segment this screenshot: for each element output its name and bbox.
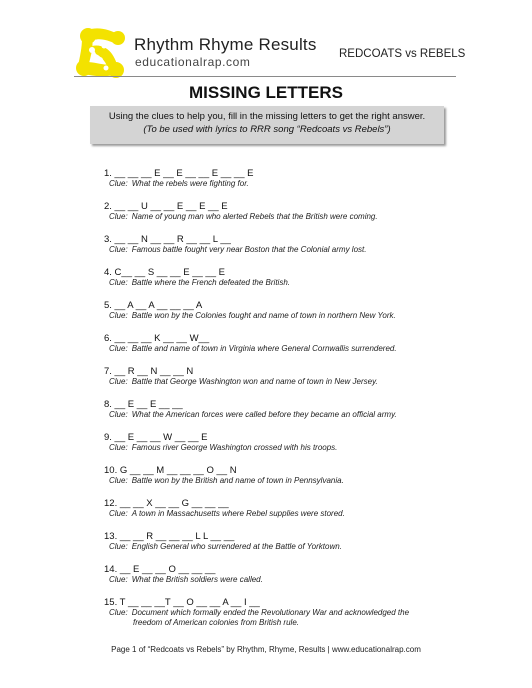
question-item	[104, 168, 464, 189]
clue-text	[104, 410, 464, 420]
answer-blanks: 2. __ __ U __ __ E __ E __ E	[104, 201, 228, 212]
clue-label: Clue:	[109, 245, 128, 254]
clue-body: Battle where the French defeated the British.	[131, 278, 290, 287]
clue-label: Clue:	[109, 476, 128, 485]
clue-label: Clue:	[109, 410, 128, 419]
song-title: REDCOATS vs REBELS	[339, 48, 466, 60]
clue-text	[104, 245, 464, 255]
answer-blanks: 8. __ E __ E __ __	[104, 399, 183, 410]
rrr-logo-icon	[72, 24, 128, 80]
instructions-line-1: Using the clues to help you, fill in the missing letters to get the right answer.	[108, 111, 426, 122]
clue-label: Clue:	[109, 344, 128, 353]
answer-blanks: 14. __ E __ __ O __ __ __	[104, 564, 216, 575]
clue-body: Famous battle fought very near Boston that the Colonial army lost.	[131, 245, 367, 254]
clue-label: Clue:	[109, 443, 128, 452]
clue-body: Battle that George Washington won and name of town in New Jersey.	[131, 377, 378, 386]
clue-label: Clue:	[109, 212, 128, 221]
question-item	[104, 498, 464, 519]
instructions-box	[90, 106, 444, 144]
header-divider	[74, 76, 456, 77]
clue-continuation: freedom of American colonies from British rule.	[133, 618, 299, 627]
clue-text	[104, 509, 464, 519]
clue-body: What the rebels were fighting for.	[131, 179, 249, 188]
page-header	[0, 0, 532, 80]
answer-blanks: 1. __ __ __ E __ E __ __ E __ __ E	[104, 168, 254, 179]
question-item	[104, 564, 464, 585]
clue-body: What the British soldiers were called.	[131, 575, 263, 584]
clue-label: Clue:	[109, 179, 128, 188]
clue-label: Clue:	[109, 608, 128, 617]
question-item	[104, 333, 464, 354]
answer-blanks: 9. __ E __ __ W __ __ E	[104, 432, 208, 443]
page-footer: Page 1 of “Redcoats vs Rebels” by Rhythm, Rhyme, Results | www.educationalrap.com	[111, 645, 421, 654]
question-item	[104, 234, 464, 255]
clue-body: What the American forces were called before they became an official army.	[131, 410, 397, 419]
clue-body: A town in Massachusetts where Rebel supplies were stored.	[131, 509, 345, 518]
clue-text	[104, 179, 464, 189]
clue-body: Famous river George Washington crossed with his troops.	[131, 443, 338, 452]
question-item	[104, 597, 464, 628]
clue-text	[104, 443, 464, 453]
question-item	[104, 201, 464, 222]
clue-body: Document which formally ended the Revolutionary War and acknowledged the	[131, 608, 410, 617]
clue-text	[104, 608, 464, 618]
clue-body: Battle won by the British and name of town in Pennsylvania.	[131, 476, 344, 485]
clue-label: Clue:	[109, 509, 128, 518]
answer-blanks: 12. __ __ X __ __ G __ __ __	[104, 498, 229, 509]
question-item	[104, 531, 464, 552]
clue-body: Name of young man who alerted Rebels that the British were coming.	[131, 212, 378, 221]
instructions-line-2: (To be used with lyrics to RRR song “Redcoats vs Rebels”)	[143, 123, 391, 135]
answer-blanks: 5. __ A __ A __ __ __ A	[104, 300, 203, 311]
question-item	[104, 432, 464, 453]
answer-blanks: 7. __ R __ N __ __ N	[104, 366, 194, 377]
clue-label: Clue:	[109, 575, 128, 584]
clue-label: Clue:	[109, 542, 128, 551]
clue-text	[104, 575, 464, 585]
clue-body: Battle and name of town in Virginia where General Cornwallis surrendered.	[131, 344, 397, 353]
answer-blanks: 10. G __ __ M __ __ __ O __ N	[104, 465, 237, 476]
question-item	[104, 366, 464, 387]
question-item	[104, 267, 464, 288]
answer-blanks: 4. C__ __ S __ __ E __ __ E	[104, 267, 225, 278]
page-title: MISSING LETTERS	[189, 83, 343, 102]
clue-body: Battle won by the Colonies fought and name of town in northern New York.	[131, 311, 396, 320]
question-item	[104, 300, 464, 321]
question-item	[104, 399, 464, 420]
brand-url: educationalrap.com	[135, 55, 251, 69]
clue-text	[104, 311, 464, 321]
answer-blanks: 6. __ __ __ K __ __ W__	[104, 333, 210, 344]
question-item	[104, 465, 464, 486]
clue-body: English General who surrendered at the Battle of Yorktown.	[131, 542, 342, 551]
brand-name: Rhythm Rhyme Results	[134, 35, 317, 54]
answer-blanks: 3. __ __ N __ __ R __ __ L __	[104, 234, 231, 245]
clue-text	[104, 278, 464, 288]
clue-label: Clue:	[109, 278, 128, 287]
clue-text	[104, 542, 464, 552]
clue-text	[104, 212, 464, 222]
answer-blanks: 13. __ __ R __ __ __ L L __ __	[104, 531, 235, 542]
clue-label: Clue:	[109, 377, 128, 386]
clue-text	[104, 377, 464, 387]
clue-text	[104, 476, 464, 486]
answer-blanks: 15. T __ __ __T __ O __ __ A __ I __	[104, 597, 260, 608]
clue-label: Clue:	[109, 311, 128, 320]
clue-text	[104, 344, 464, 354]
